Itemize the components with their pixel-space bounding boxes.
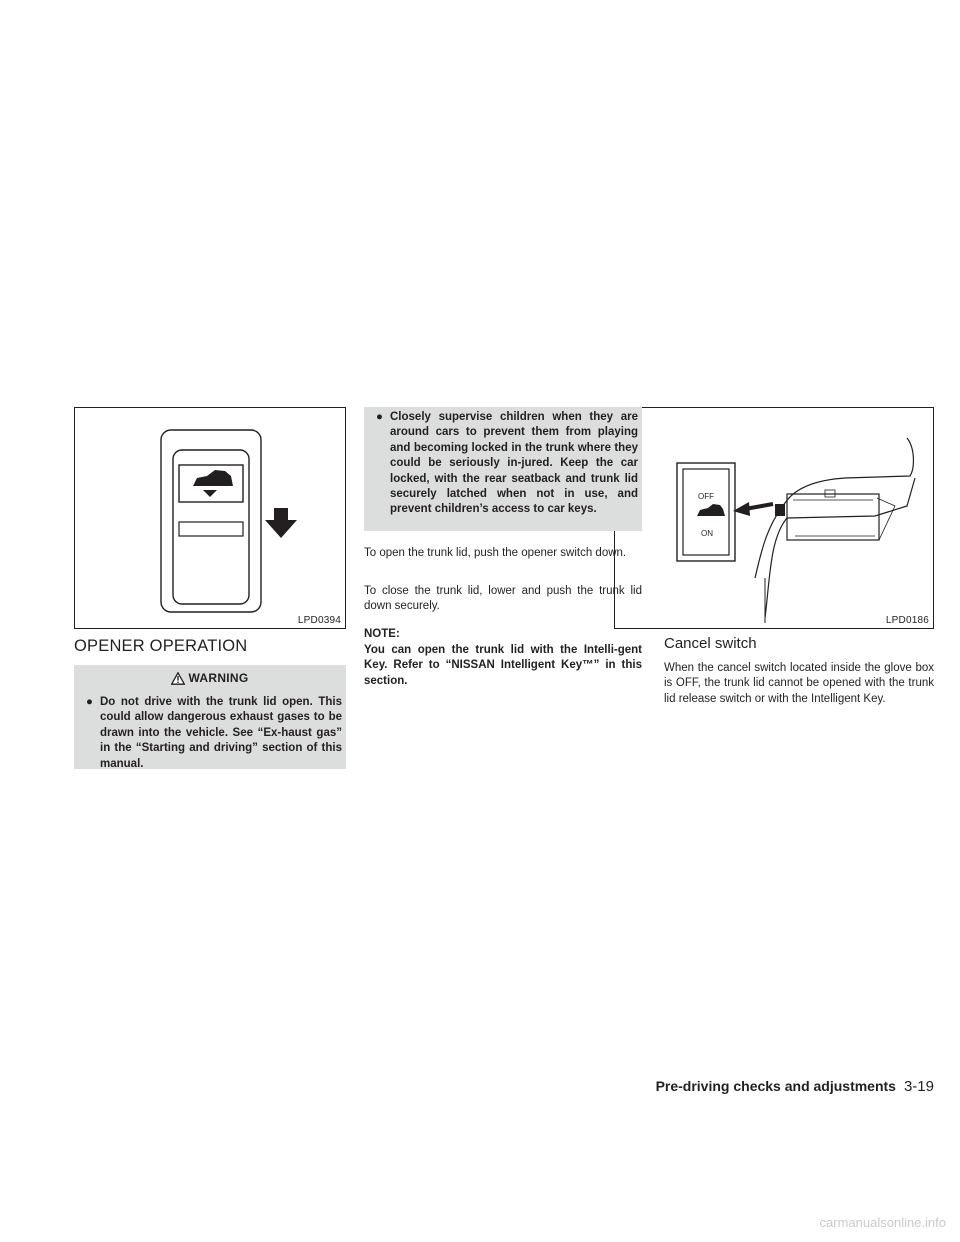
warning-box-continued — [364, 407, 642, 531]
warning-item — [370, 410, 638, 518]
push-down-arrow-icon — [265, 508, 297, 538]
warning-item — [80, 695, 342, 772]
figure-code: LPD0394 — [297, 615, 341, 626]
subsection-text: When the cancel switch located inside the glove box is OFF, the trunk lid cannot be opened with the trunk lid release switch or with the Intelligent Key. — [664, 662, 934, 705]
warning-heading — [74, 671, 346, 685]
note-text: You can open the trunk lid with the Intelli-gent Key. Refer to “NISSAN Intelligent Key™” in this section. — [364, 644, 642, 687]
figure-code: LPD0186 — [885, 615, 929, 626]
warning-box — [74, 665, 346, 769]
subsection-title: Cancel switch — [664, 635, 757, 652]
warning-item-text: Closely supervise children when they are around cars to prevent them from playing and becoming locked in the trunk where they could be seriously in-jured. Keep the car locked, with the rear seatback and trunk lid securely latched when not in use, and prevent children’s access to car keys. — [390, 411, 638, 516]
switch-on-label: ON — [701, 529, 713, 538]
note-label: NOTE: — [364, 628, 400, 640]
warning-label: WARNING — [188, 671, 249, 685]
switch-off-label: OFF — [698, 492, 714, 501]
watermark: carmanualsonline.info — [819, 1215, 946, 1230]
warning-item-text: Do not drive with the trunk lid open. This could allow dangerous exhaust gases to be drawn into the vehicle. See “Ex-haust gas” in the “Starting and driving” section of this manual. — [100, 696, 342, 770]
figure-opener-switch — [74, 407, 346, 629]
opener-switch-illustration — [75, 408, 345, 628]
body-paragraph: To open the trunk lid, push the opener switch down. — [364, 547, 627, 559]
footer-chapter: Pre-driving checks and adjustments — [655, 1078, 896, 1094]
bullet-icon: ● — [86, 696, 93, 708]
body-paragraph: To close the trunk lid, lower and push the trunk lid down securely. — [364, 585, 642, 613]
pointer-arrow-icon — [733, 502, 773, 516]
page-number: 3-19 — [903, 1078, 934, 1095]
bullet-icon: ● — [376, 411, 383, 423]
warning-triangle-icon — [171, 672, 185, 685]
figure-cancel-switch — [614, 407, 934, 629]
page-footer — [656, 1078, 934, 1095]
glove-box-illustration — [615, 408, 933, 628]
section-title: OPENER OPERATION — [74, 637, 248, 655]
